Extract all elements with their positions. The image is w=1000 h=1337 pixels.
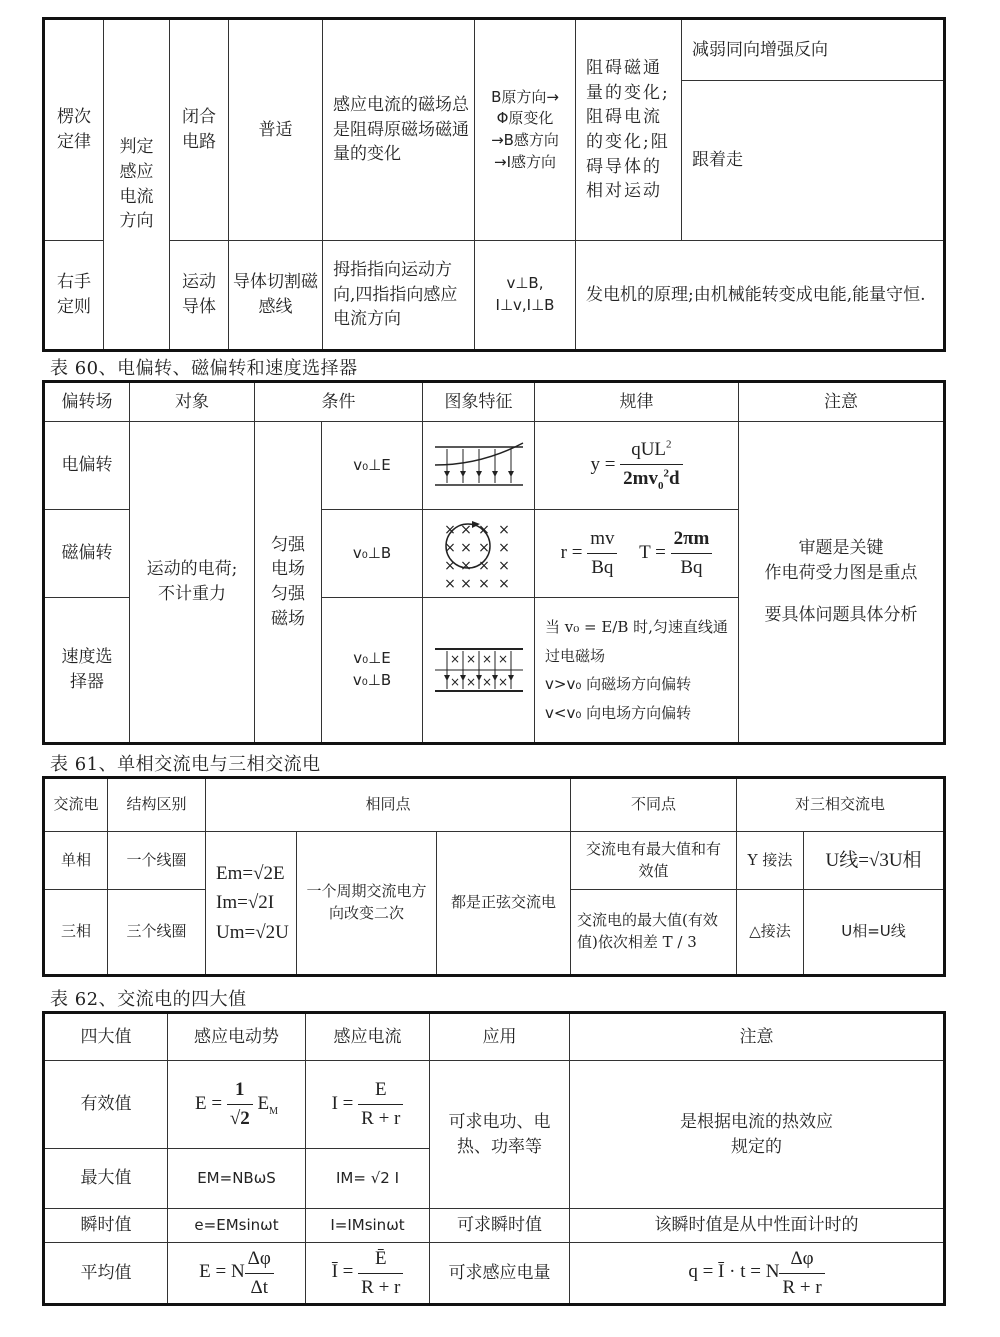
magnetic-law: r = $\frac{mv}{Bq}$ T = $\frac{2\pi m}{Bq}$ — [535, 510, 739, 598]
three-phase-name: 三相 — [44, 890, 108, 976]
magnetic-deflection-name: 磁偏转 — [44, 510, 130, 598]
formula-im: Im=√2I — [216, 892, 275, 914]
electric-figure — [423, 422, 535, 510]
single-phase-diff: 交流电有最大值和有效值 — [571, 832, 737, 890]
svg-text:×: × — [465, 652, 476, 666]
table-59 — [42, 17, 946, 352]
selector-law-line: v>v₀ 向磁场方向偏转 — [545, 675, 692, 693]
electric-cond: v₀⊥E — [322, 422, 423, 510]
svg-text:×: × — [477, 557, 490, 574]
lenz-law-name: 楞次定律 — [44, 19, 104, 241]
selector-law-line: 过电磁场 — [545, 646, 606, 665]
header-four-values: 四大值 — [44, 1013, 168, 1061]
header-condition: 条件 — [255, 382, 423, 422]
svg-text:×: × — [443, 539, 456, 556]
right-hand-rule-name: 右手定则 — [44, 241, 104, 351]
velocity-selector-name: 速度选择器 — [44, 598, 130, 744]
note-line: 作电荷受力图是重点 — [764, 562, 918, 583]
header-same: 相同点 — [206, 778, 571, 832]
three-phase-struct: 三个线圈 — [108, 890, 206, 976]
svg-text:×: × — [443, 557, 456, 574]
svg-text:×: × — [481, 652, 492, 666]
table-61 — [42, 776, 946, 977]
lenz-step: Φ原变化 — [496, 109, 554, 128]
object-cell: 运动的电荷;不计重力 — [130, 422, 255, 744]
lenz-use: 判定感应电流方向 — [104, 19, 170, 351]
svg-text:×: × — [497, 652, 508, 666]
instant-value-name: 瞬时值 — [44, 1209, 168, 1243]
svg-text:×: × — [465, 675, 476, 689]
lenz-step: →I感方向 — [494, 152, 556, 171]
delta-relation: U相=U线 — [804, 890, 945, 976]
header-three-phase: 对三相交流电 — [737, 778, 945, 832]
y-connection: Y 接法 — [737, 832, 804, 890]
selector-figure — [423, 598, 535, 744]
lenz-step: B原方向→ — [491, 87, 559, 106]
svg-text:×: × — [459, 539, 472, 556]
svg-text:×: × — [497, 575, 510, 590]
max-value-name: 最大值 — [44, 1149, 168, 1209]
average-application: 可求感应电量 — [430, 1243, 570, 1305]
header-application: 应用 — [430, 1013, 570, 1061]
svg-text:×: × — [497, 557, 510, 574]
caption-table-62: 表 62、交流电的四大值 — [50, 989, 247, 1010]
formula-cell — [206, 832, 297, 976]
electric-field-diagram — [431, 439, 527, 493]
svg-text:×: × — [477, 575, 490, 590]
average-current: Ī = $\frac{Ē}{R + r}$ — [306, 1243, 430, 1305]
lenz-step: →B感方向 — [491, 131, 559, 149]
svg-text:×: × — [477, 539, 490, 556]
lenz-note-2: 跟着走 — [682, 81, 945, 241]
svg-text:×: × — [459, 575, 472, 590]
instant-attention: 该瞬时值是从中性面计时的 — [570, 1209, 945, 1243]
single-phase-name: 单相 — [44, 832, 108, 890]
svg-text:×: × — [497, 675, 508, 689]
effective-current: I = $\frac{E}{R + r}$ — [306, 1061, 430, 1149]
effective-value-name: 有效值 — [44, 1061, 168, 1149]
instant-emf: e=EMsinωt — [168, 1209, 306, 1243]
header-emf: 感应电动势 — [168, 1013, 306, 1061]
magnetic-field-diagram — [434, 518, 524, 590]
table-60 — [42, 380, 946, 745]
lenz-scope: 普适 — [229, 19, 323, 241]
header-law: 规律 — [535, 382, 739, 422]
lenz-steps — [475, 19, 576, 241]
note-cell — [739, 422, 945, 744]
electric-law: y = $\frac{qUL^2}{2mv_0^2d}$ — [535, 422, 739, 510]
three-phase-diff: 交流电的最大值(有效值)依次相差 T / 3 — [571, 890, 737, 976]
selector-law-line: v<v₀ 向电场方向偏转 — [545, 703, 692, 722]
selector-cond: v₀⊥E v₀⊥B — [322, 598, 423, 744]
lenz-cond: 闭合电路 — [170, 19, 229, 241]
delta-connection: △接法 — [737, 890, 804, 976]
svg-text:×: × — [449, 652, 460, 666]
instant-current: I=IMsinωt — [306, 1209, 430, 1243]
right-hand-content: 拇指指向运动方向,四指指向感应电流方向 — [323, 241, 475, 351]
electric-deflection-name: 电偏转 — [44, 422, 130, 510]
same-point-2: 都是正弦交流电 — [437, 832, 571, 976]
formula-em: Em=√2E — [216, 862, 285, 884]
average-value-name: 平均值 — [44, 1243, 168, 1305]
caption-table-60: 表 60、电偏转、磁偏转和速度选择器 — [50, 358, 358, 379]
max-emf: EM=NBωS — [168, 1149, 306, 1209]
lenz-extra: 阻碍磁通量的变化;阻碍电流的变化;阻碍导体的相对运动 — [576, 19, 682, 241]
lenz-note-1: 减弱同向增强反向 — [682, 19, 945, 81]
average-emf: E = N $\frac{\Delta\varphi}{\Delta t}$ — [168, 1243, 306, 1305]
right-hand-steps — [475, 241, 576, 351]
header-figure: 图象特征 — [423, 382, 535, 422]
svg-text:×: × — [497, 539, 510, 556]
right-hand-step: v⊥B, — [506, 274, 544, 293]
svg-text:×: × — [497, 521, 510, 538]
header-object: 对象 — [130, 382, 255, 422]
svg-text:×: × — [477, 521, 490, 538]
header-attention: 注意 — [570, 1013, 945, 1061]
svg-text:×: × — [443, 575, 456, 590]
effective-emf: E = $\frac{1}{√2}$ $E_M$ — [168, 1061, 306, 1149]
svg-text:×: × — [449, 675, 460, 689]
note-line: 审题是关键 — [798, 538, 884, 559]
magnetic-figure — [423, 510, 535, 598]
selector-law-line: 当 v₀ = E/B 时,匀速直线通 — [545, 618, 728, 636]
header-structure: 结构区别 — [108, 778, 206, 832]
lenz-content: 感应电流的磁场总是阻碍原磁场磁通量的变化 — [323, 19, 475, 241]
header-diff: 不同点 — [571, 778, 737, 832]
svg-text:×: × — [443, 521, 456, 538]
magnetic-cond: v₀⊥B — [322, 510, 423, 598]
header-note: 注意 — [739, 382, 945, 422]
selector-law — [535, 598, 739, 744]
note-line: 要具体问题具体分析 — [764, 605, 918, 626]
right-hand-note: 发电机的原理;由机械能转变成电能,能量守恒. — [576, 241, 945, 351]
header-field: 偏转场 — [44, 382, 130, 422]
right-hand-step: I⊥v,I⊥B — [495, 296, 555, 314]
caption-table-61: 表 61、单相交流电与三相交流电 — [50, 754, 321, 775]
svg-text:×: × — [459, 521, 472, 538]
right-hand-scope: 导体切割磁感线 — [229, 241, 323, 351]
right-hand-cond: 运动导体 — [170, 241, 229, 351]
header-ac: 交流电 — [44, 778, 108, 832]
instant-application: 可求瞬时值 — [430, 1209, 570, 1243]
formula-um: Um=√2U — [216, 921, 289, 943]
attention-heat: 是根据电流的热效应规定的 — [570, 1061, 945, 1209]
average-attention: q = Ī · t = N $\frac{\Delta\varphi}{R + r}$ — [570, 1243, 945, 1305]
header-current: 感应电流 — [306, 1013, 430, 1061]
svg-text:×: × — [481, 675, 492, 689]
field-cell: 匀强电场匀强磁场 — [255, 422, 322, 744]
same-point-1: 一个周期交流电方向改变二次 — [297, 832, 437, 976]
selector-diagram — [433, 645, 525, 695]
application-power: 可求电功、电热、功率等 — [430, 1061, 570, 1209]
y-relation: U线=√3U相 — [804, 832, 945, 890]
svg-text:×: × — [459, 557, 472, 574]
max-current: IM= √2 I — [306, 1149, 430, 1209]
table-62 — [42, 1011, 946, 1306]
single-phase-struct: 一个线圈 — [108, 832, 206, 890]
